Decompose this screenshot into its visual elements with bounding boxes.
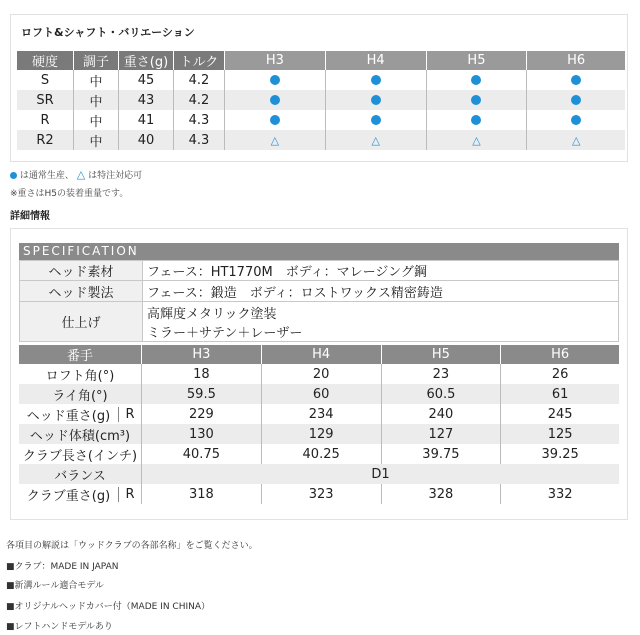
circle-icon bbox=[371, 115, 381, 125]
circle-icon bbox=[571, 115, 581, 125]
cell-torque: 4.3 bbox=[174, 110, 225, 130]
circle-icon bbox=[270, 115, 280, 125]
table-row bbox=[17, 90, 625, 110]
number-header-row: 番手 H3 H4 H5 H6 bbox=[19, 345, 619, 364]
club-weight-label: クラブ重さ(g) R bbox=[19, 484, 142, 504]
variation-title: ロフト&シャフト・バリエーション bbox=[21, 26, 195, 39]
variation-header-row bbox=[17, 51, 625, 70]
circle-icon bbox=[270, 95, 280, 105]
cell-torque: 4.2 bbox=[174, 90, 225, 110]
cell-hardness: R bbox=[17, 110, 74, 130]
triangle-icon: △ bbox=[371, 133, 380, 147]
col-torque: トルク bbox=[174, 51, 225, 70]
footer-item: ■オリジナルヘッドカバー付（MADE IN CHINA） bbox=[6, 602, 211, 612]
circle-icon bbox=[10, 172, 17, 179]
table-row bbox=[20, 302, 619, 342]
method-value: フェース：鍛造 ボディ：ロストワックス精密鋳造 bbox=[143, 281, 619, 302]
col-hardness: 硬度 bbox=[17, 51, 74, 70]
col-h5: H5 bbox=[426, 51, 527, 70]
circle-icon bbox=[471, 75, 481, 85]
circle-icon bbox=[471, 95, 481, 105]
triangle-icon: △ bbox=[76, 168, 86, 181]
circle-icon bbox=[471, 115, 481, 125]
loft-label: ロフト角(°) bbox=[19, 364, 142, 384]
table-row bbox=[17, 110, 625, 130]
variation-table bbox=[17, 51, 625, 150]
circle-icon bbox=[371, 75, 381, 85]
spec-panel bbox=[10, 228, 628, 520]
cell-kick: 中 bbox=[74, 110, 119, 130]
cell-torque: 4.2 bbox=[174, 70, 225, 90]
table-row: ロフト角(°) 18 20 23 26 bbox=[19, 364, 619, 384]
table-row bbox=[17, 70, 625, 90]
col-h4: H4 bbox=[325, 51, 426, 70]
material-value: フェース：HT1770M ボディ：マレージング鋼 bbox=[143, 261, 619, 281]
footer-item: ■レフトハンドモデルあり bbox=[6, 622, 113, 632]
table-row: クラブ長さ(インチ) 40.75 40.25 39.75 39.25 bbox=[19, 444, 619, 464]
col-h6: H6 bbox=[527, 51, 625, 70]
table-row bbox=[20, 281, 619, 302]
cell-kick: 中 bbox=[74, 130, 119, 150]
balance-label: バランス bbox=[19, 464, 142, 484]
table-row bbox=[19, 464, 619, 484]
cell-hardness: S bbox=[17, 70, 74, 90]
lie-label: ライ角(°) bbox=[19, 384, 142, 404]
balance-value: D1 bbox=[142, 464, 620, 484]
weight-note: ※重さはH5の装着重量です。 bbox=[10, 189, 129, 199]
table-row: クラブ重さ(g) R 318 323 328 332 bbox=[19, 484, 619, 504]
circle-icon bbox=[571, 95, 581, 105]
spec-number-table bbox=[19, 345, 619, 504]
cell-hardness: SR bbox=[17, 90, 74, 110]
col-weight: 重さ(g) bbox=[119, 51, 174, 70]
material-label: ヘッド素材 bbox=[20, 261, 143, 281]
col-h3: H3 bbox=[225, 51, 326, 70]
circle-icon bbox=[571, 75, 581, 85]
method-label: ヘッド製法 bbox=[20, 281, 143, 302]
spec-header: SPECIFICATION bbox=[19, 243, 619, 260]
cell-weight: 41 bbox=[119, 110, 174, 130]
footer-item: ■新溝ルール適合モデル bbox=[6, 581, 104, 591]
cell-torque: 4.3 bbox=[174, 130, 225, 150]
triangle-icon: △ bbox=[472, 133, 481, 147]
finish-label: 仕上げ bbox=[20, 302, 143, 342]
finish-value: 高輝度メタリック塗装 ミラー＋サテン＋レーザー bbox=[143, 302, 619, 342]
length-label: クラブ長さ(インチ) bbox=[19, 444, 142, 464]
triangle-icon: △ bbox=[270, 133, 280, 147]
cell-weight: 45 bbox=[119, 70, 174, 90]
cell-kick: 中 bbox=[74, 90, 119, 110]
table-row: ヘッド体積(cm³) 130 129 127 125 bbox=[19, 424, 619, 444]
volume-label: ヘッド体積(cm³) bbox=[19, 424, 142, 444]
table-row bbox=[20, 261, 619, 281]
footer-item: ■クラブ：MADE IN JAPAN bbox=[6, 562, 119, 572]
head-weight-label: ヘッド重さ(g) R bbox=[19, 404, 142, 424]
table-row bbox=[17, 130, 625, 150]
details-title: 詳細情報 bbox=[10, 211, 50, 222]
cell-kick: 中 bbox=[74, 70, 119, 90]
table-row: ヘッド重さ(g) R 229 234 240 245 bbox=[19, 404, 619, 424]
circle-icon bbox=[371, 95, 381, 105]
col-kick: 調子 bbox=[74, 51, 119, 70]
variation-panel bbox=[10, 14, 628, 162]
cell-weight: 43 bbox=[119, 90, 174, 110]
cell-hardness: R2 bbox=[17, 130, 74, 150]
number-label: 番手 bbox=[19, 345, 142, 364]
table-row: ライ角(°) 59.5 60 60.5 61 bbox=[19, 384, 619, 404]
footer-note: 各項目の解説は「ウッドクラブの各部名称」をご覧ください。 bbox=[6, 541, 258, 551]
triangle-icon: △ bbox=[571, 133, 581, 147]
availability-note: は通常生産、 △ は特注対応可 bbox=[10, 168, 142, 181]
cell-weight: 40 bbox=[119, 130, 174, 150]
spec-info-table bbox=[19, 260, 619, 342]
circle-icon bbox=[270, 75, 280, 85]
